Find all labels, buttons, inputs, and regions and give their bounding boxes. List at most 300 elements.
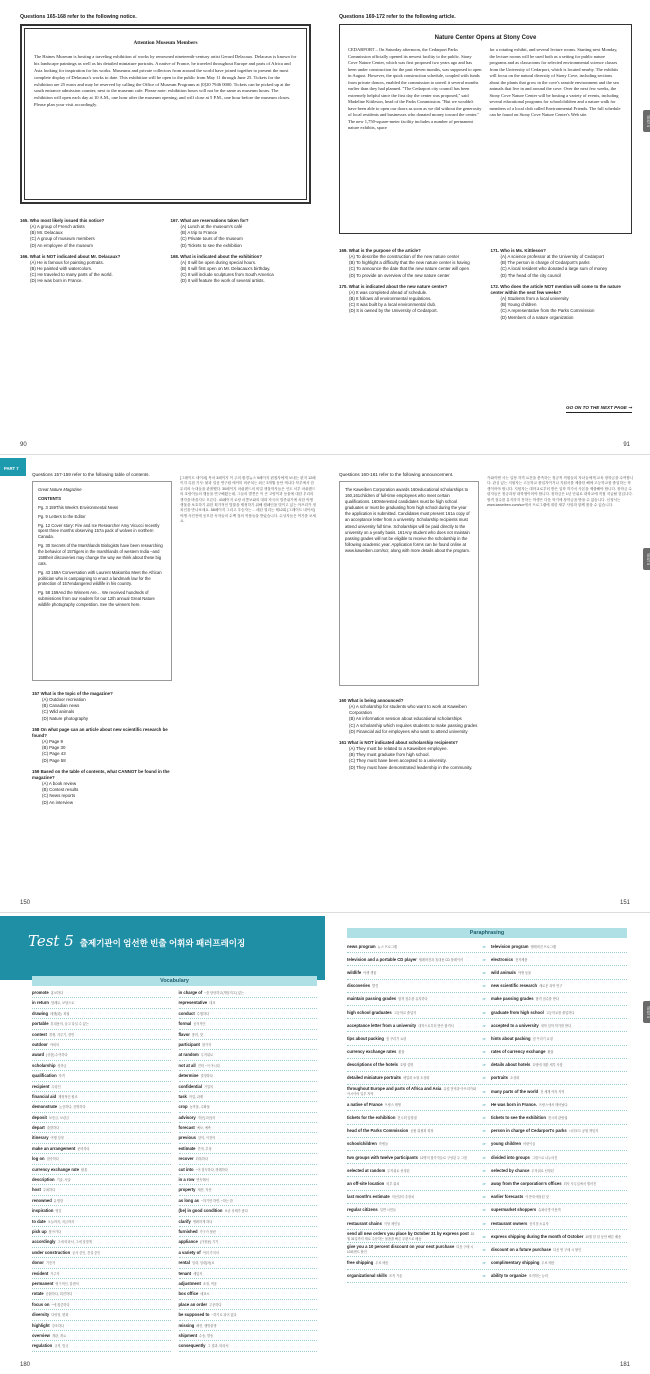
test-title: Test 5 bbox=[28, 932, 74, 950]
vocab-word: as long as bbox=[178, 1197, 199, 1203]
vocab-meaning: 접속하다 bbox=[46, 1157, 59, 1162]
vocab-word: in return bbox=[32, 1000, 49, 1006]
vocab-entry bbox=[32, 1071, 171, 1081]
original-meaning: 발견 bbox=[372, 984, 379, 989]
target-meaning: 고등학교를 졸업하다 bbox=[545, 1010, 575, 1015]
vocab-meaning: 재정적인 원조 bbox=[58, 1094, 78, 1099]
paraphrase-target bbox=[491, 1089, 627, 1094]
announcement-box: The Kaweiben Corporation awards 160educational scholarships to 160,161children of full-time employees who meet certain qualifications. 160Interested candidates must be high school graduates or must be graduating from high school during the year the application is submitted. Candidates must present 161a copy of an acceptance letter from a university. Scholarship recipients must attend university full time. Scholarships will be paid directly to the university on a yearly basis. 161Any student who does not maintain passing grades will not be eligible to receive the scholarship in the following academic year. Application forms can be found online at www.kaweiben.com/scr, along with more details about the program. bbox=[339, 481, 479, 686]
paraphrase-target bbox=[491, 996, 627, 1001]
toc-entry: Pg. 30 Secrets of the Marshlands Biologists have been researching the behavior of 157tigers in the marshlands of western India –and 158their discoveries may change the way we think about these big cats. bbox=[38, 543, 163, 566]
vocab-meaning: 데생(화), 복권 bbox=[50, 1011, 70, 1016]
korean-notes: 카와이벤 사는 일정 자격 요건을 충족하는 정규직 직원들의 자녀들에게 교육 장학금을 수여합니다. 관심 있는 지원자는 고등학교 졸업자이거나 지원서를 제출한 해에 고등학교를 졸업하는 학생이어야 합니다. 지원자는 대학교로부터 받은 입학 허가서 사본을 제출해야 합니다. 장학금 수령자들은 정규과정 대학생이어야 합니다. 장학금은 1년 단위로 대학교에 직접 지급될 것입니다. 합격 점수를 유지하지 못하는 학생은 다음 학기에 장학금을 받을 수 없습니다. 신청서는 www.kaweiben.com/scr에서 프로그램에 대한 세부 사항과 함께 찾을 수 있습니다. bbox=[487, 476, 634, 507]
vocab-entry bbox=[179, 1144, 318, 1154]
vocab-meaning: 매표소 bbox=[200, 1292, 210, 1297]
question-number: 165. bbox=[20, 218, 29, 223]
vocab-meaning: ~에 집중하다 bbox=[51, 1302, 70, 1307]
question-number: 161 bbox=[339, 739, 347, 745]
paraphrase-row bbox=[347, 1138, 627, 1151]
vocab-meaning: 무작위로 bbox=[200, 1053, 214, 1058]
vocab-word: highlight bbox=[32, 1322, 50, 1328]
answer-option: (A) A group of French artists bbox=[30, 224, 85, 230]
question-number: 170. bbox=[339, 283, 348, 289]
question-text: What are reservations taken for? bbox=[180, 218, 249, 223]
question-block bbox=[339, 284, 481, 321]
page-150 bbox=[0, 458, 325, 912]
vocab-entry bbox=[32, 1165, 171, 1175]
vocab-meaning: 다양성, 변화 bbox=[51, 1313, 69, 1318]
answer-option: (B) Contest results bbox=[42, 787, 79, 793]
vocab-word: itinerary bbox=[32, 1135, 49, 1141]
vocab-meaning: 휴대용의, 들고 다닐 수 있는 bbox=[50, 1022, 89, 1027]
vocab-entry bbox=[179, 1123, 318, 1133]
paraphrase-target bbox=[491, 1102, 627, 1107]
vocab-entry bbox=[32, 1321, 171, 1331]
vocab-meaning: 공식적인 bbox=[193, 1022, 206, 1027]
question-grid bbox=[339, 248, 632, 326]
paraphrase-original bbox=[347, 983, 477, 988]
paraphrase-row bbox=[347, 1243, 627, 1256]
title-row bbox=[28, 916, 317, 950]
arrow-right-icon: ⇒ bbox=[482, 1260, 486, 1266]
question-stem bbox=[32, 769, 172, 781]
vocab-meaning: 재산, 자산 bbox=[197, 1188, 212, 1193]
paraphrase-row bbox=[347, 1217, 627, 1230]
vocab-meaning: 공사 중인, 건설 중인 bbox=[72, 1250, 101, 1255]
paraphrase-row bbox=[347, 1059, 627, 1072]
vocab-meaning: ~하기로 되어 있다 bbox=[211, 1313, 237, 1318]
vocab-meaning: 풍미, 맛 bbox=[191, 1032, 203, 1037]
vocab-entry bbox=[179, 1019, 318, 1029]
go-next-label: GO ON TO THE NEXT PAGE bbox=[566, 405, 627, 410]
article-columns bbox=[348, 47, 623, 132]
question-block bbox=[339, 740, 479, 771]
paraphrase-original bbox=[347, 1141, 477, 1146]
vocab-entry bbox=[32, 1269, 171, 1279]
vocab-word: furnished bbox=[178, 1228, 198, 1234]
answer-option: (B) To highlight a difficulty that the new nature center is having bbox=[349, 260, 470, 266]
vocab-entry bbox=[32, 1237, 171, 1247]
original-meaning: 무작위로 선정된 bbox=[387, 1168, 410, 1173]
vocab-word: pick up bbox=[32, 1228, 47, 1234]
vocab-word: a variety of bbox=[178, 1249, 201, 1255]
paraphrase-target bbox=[491, 1181, 627, 1186]
vocab-word: regulation bbox=[32, 1343, 53, 1349]
original-meaning: 뉴스 프로그램 bbox=[377, 944, 397, 949]
vocab-entry bbox=[179, 1217, 318, 1227]
vocab-entry bbox=[179, 1321, 318, 1331]
vocab-meaning: 대표 bbox=[209, 1001, 216, 1006]
paraphrase-target bbox=[491, 1141, 627, 1146]
paraphrase-original bbox=[347, 1168, 477, 1173]
vocab-column-1 bbox=[32, 988, 171, 1352]
question-number: 157 bbox=[32, 691, 40, 696]
vocab-word: deposit bbox=[32, 1114, 47, 1120]
paraphrase-original bbox=[347, 944, 477, 949]
paraphrase-row bbox=[347, 1191, 627, 1204]
paraphrase-original bbox=[347, 970, 477, 975]
target-phrase: complimentary shipping bbox=[491, 1260, 540, 1266]
answer-option: (A) A science professor at the University of Cedarport bbox=[500, 254, 604, 260]
question-text: What is the purpose of the article? bbox=[348, 248, 421, 253]
target-meaning: 전시회 관람권 bbox=[547, 1116, 568, 1121]
question-number: 172. bbox=[490, 283, 500, 289]
questions-heading: Questions 157-159 refer to the following table of contents. bbox=[32, 472, 150, 477]
side-tab: TEST 5 bbox=[643, 548, 650, 570]
answer-option: (B) An information session about educational scholarships bbox=[349, 716, 462, 722]
question-list bbox=[32, 691, 172, 806]
original-phrase: currency exchange rates bbox=[347, 1049, 397, 1055]
question-text: What is NOT indicated about scholarship recipients? bbox=[347, 739, 458, 745]
answer-option: (B) They must graduate from high school. bbox=[349, 752, 430, 758]
vocab-word: drawing bbox=[32, 1010, 49, 1016]
answer-option: (C) Private tours of the museum bbox=[180, 236, 243, 242]
original-meaning: 고등학교 졸업자 bbox=[393, 1010, 417, 1015]
paraphrase-original bbox=[347, 1207, 477, 1212]
question-block bbox=[32, 727, 172, 764]
answer-option: (D) To provide an overview of the new nature center bbox=[349, 272, 450, 278]
paraphrase-row bbox=[347, 1111, 627, 1124]
vocab-word: clarify bbox=[178, 1218, 191, 1224]
answer-option: (D) They must have demonstrated leadership in the community. bbox=[349, 764, 473, 770]
vocab-meaning: 여행 일정 bbox=[50, 1136, 64, 1141]
target-meaning: 프랑스에서 태어났다. bbox=[538, 1102, 569, 1107]
paraphrase-original bbox=[347, 1010, 477, 1015]
paraphrase-target bbox=[491, 957, 627, 962]
target-meaning: 전 세계 여러 지역 bbox=[540, 1089, 565, 1094]
original-meaning: 12명의 참가자들로 구성된 두 그룹 bbox=[419, 1155, 468, 1160]
paraphrase-row bbox=[347, 1006, 627, 1019]
original-meaning: 짐 꾸리기 요령 bbox=[386, 1036, 407, 1041]
part-tab: PART 7 bbox=[0, 458, 26, 476]
vocab-entry bbox=[32, 1019, 171, 1029]
vocab-entry bbox=[179, 1040, 318, 1050]
target-phrase: ability to organize bbox=[491, 1273, 527, 1279]
paraphrase-target bbox=[491, 983, 627, 988]
vocab-word: recipient bbox=[32, 1083, 50, 1089]
vocab-column-2 bbox=[179, 988, 318, 1352]
question-text: On what page can an article about new scientific research be found? bbox=[32, 726, 168, 738]
answer-option: (B) He painted with watercolors. bbox=[30, 266, 93, 272]
vocab-entry bbox=[179, 1185, 318, 1195]
arrow-right-icon: ⇒ bbox=[482, 1075, 486, 1081]
target-meaning: 짐 꾸리기 요령 bbox=[532, 1036, 553, 1041]
paraphrase-target bbox=[491, 1155, 627, 1160]
paraphrase-row bbox=[347, 993, 627, 1006]
question-list bbox=[339, 698, 479, 771]
vocab-word: task bbox=[178, 1093, 187, 1099]
toc-entry: Pg. 12 Cover story: Fire and Ice Researcher Amy Vicucci recently spent three months observing 157a pack of wolves in northern Canada. bbox=[38, 522, 160, 540]
vocab-word: description bbox=[32, 1177, 55, 1183]
paraphrase-row bbox=[347, 1257, 627, 1270]
target-phrase: graduate from high school bbox=[491, 1009, 544, 1015]
vocab-meaning: ~이 잠식하다, 방해하다 bbox=[195, 1167, 228, 1172]
vocab-word: focus on bbox=[32, 1301, 50, 1307]
answer-option: (D) The head of the city council bbox=[500, 272, 562, 278]
vocab-entry bbox=[32, 1289, 171, 1299]
paraphrase-target bbox=[491, 1036, 627, 1041]
vocab-entry bbox=[179, 988, 318, 998]
vocab-word: flavor bbox=[178, 1031, 190, 1037]
question-block bbox=[339, 698, 479, 735]
vocab-entry bbox=[179, 998, 318, 1008]
vocab-meaning: 임대, 임대(차)료 bbox=[191, 1261, 215, 1266]
arrow-right-icon: ⇒ bbox=[482, 1128, 486, 1134]
paraphrase-original bbox=[347, 1036, 477, 1041]
paraphrase-row bbox=[347, 1098, 627, 1111]
vocab-meaning: 경쟁, 겨루기, 경연 bbox=[48, 1032, 75, 1037]
vocab-word: financial aid bbox=[32, 1093, 57, 1099]
answer-option: (A) A book review bbox=[42, 781, 77, 787]
target-phrase: young children bbox=[491, 1141, 522, 1147]
vocab-word: forecast bbox=[178, 1125, 195, 1131]
arrow-right-icon: ⇒ bbox=[482, 1141, 486, 1147]
questions-heading: Questions 160-161 refer to the following announcement. bbox=[339, 472, 454, 477]
vocab-word: representative bbox=[178, 1000, 208, 1006]
vocab-word: in a row bbox=[178, 1177, 195, 1183]
vocab-meaning: 주문하다 bbox=[209, 1302, 222, 1307]
arrow-right-icon: ⇒ bbox=[482, 1022, 486, 1028]
spread-2 bbox=[0, 458, 650, 913]
vocab-meaning: 그에 따라서, 그에 알맞게 bbox=[57, 1240, 92, 1245]
vocab-word: renowned bbox=[32, 1197, 52, 1203]
original-meaning: 식당 체인들 bbox=[383, 1221, 401, 1226]
vocab-entry bbox=[32, 1196, 171, 1206]
vocab-entry bbox=[179, 1082, 318, 1092]
paraphrase-original bbox=[347, 1155, 477, 1160]
answer-option: (B) Page 30 bbox=[42, 745, 66, 751]
vocab-entry bbox=[179, 1113, 318, 1123]
original-phrase: a native of France bbox=[347, 1101, 383, 1107]
target-phrase: He was born in France. bbox=[491, 1101, 537, 1107]
vocab-entry bbox=[179, 1331, 318, 1341]
target-phrase: make passing grades bbox=[491, 996, 534, 1002]
vocab-meaning: 예보, 예측 bbox=[196, 1126, 211, 1131]
vocab-entry bbox=[32, 1102, 171, 1112]
vocab-word: formal bbox=[178, 1021, 192, 1027]
original-phrase: schoolchildren bbox=[347, 1141, 377, 1147]
vocab-word: log on bbox=[32, 1156, 45, 1162]
article-title: Nature Center Opens at Stony Cove bbox=[434, 35, 537, 41]
paraphrase-row bbox=[347, 1230, 627, 1243]
question-column bbox=[339, 472, 479, 776]
paraphrase-target bbox=[491, 1049, 627, 1054]
target-meaning: 음식점 소유자 bbox=[529, 1221, 549, 1226]
vocab-meaning: 강조하다 bbox=[51, 1323, 65, 1328]
original-phrase: throughout Europe and parts of Africa and Asia bbox=[347, 1086, 442, 1092]
paraphrase-original bbox=[347, 1049, 477, 1054]
answer-option: (B) A trip to France bbox=[180, 230, 218, 236]
original-phrase: detailed miniature portraits bbox=[347, 1075, 401, 1081]
original-meaning: 세밀화 소형 초상화 bbox=[402, 1076, 430, 1081]
vocab-word: to date bbox=[32, 1218, 46, 1224]
vocab-entry bbox=[32, 1300, 171, 1310]
notice-title: Attention Museum Members bbox=[133, 40, 198, 46]
question-text: What is being announced? bbox=[347, 698, 404, 703]
vocab-word: missing bbox=[178, 1322, 195, 1328]
vocab-meaning: 논증하다, 증명하다 bbox=[59, 1105, 86, 1110]
answer-option: (A) Lunch at the museum's café bbox=[180, 224, 243, 230]
vocab-meaning: 작업, 과제 bbox=[188, 1094, 203, 1099]
paraphrase-row bbox=[347, 980, 627, 993]
vocab-entry bbox=[179, 1227, 318, 1237]
paraphrase-row bbox=[347, 1270, 627, 1283]
arrow-right-icon: ⇒ bbox=[482, 1207, 486, 1213]
vocab-entry bbox=[32, 1082, 171, 1092]
vocab-entry bbox=[179, 1154, 318, 1164]
paraphrase-row bbox=[347, 953, 627, 966]
paraphrase-row bbox=[347, 1046, 627, 1059]
paraphrase-row bbox=[347, 1204, 627, 1217]
paraphrase-original bbox=[347, 1086, 477, 1096]
paraphrase-target bbox=[491, 1247, 627, 1252]
answer-option: (C) It will include sculptures from South America bbox=[180, 272, 274, 278]
arrow-right-icon: ⇒ bbox=[482, 983, 486, 989]
answer-option: (C) He traveled to many parts of the world. bbox=[30, 272, 113, 278]
vocab-meaning: 유명한 bbox=[53, 1198, 64, 1203]
vocab-entry bbox=[32, 1061, 171, 1071]
vocab-word: depart bbox=[32, 1125, 45, 1131]
question-text: Who is Ms. Kittleson? bbox=[500, 248, 546, 253]
vocab-word: inspiration bbox=[32, 1208, 54, 1214]
vocab-entry bbox=[179, 1269, 318, 1279]
paraphrase-row bbox=[347, 1072, 627, 1085]
original-phrase: high school graduates bbox=[347, 1009, 392, 1015]
original-phrase: last month's estimate bbox=[347, 1194, 390, 1200]
answer-option: (A) To describe the construction of the new nature center bbox=[349, 254, 460, 260]
question-block bbox=[171, 254, 312, 285]
vocab-entry bbox=[179, 1061, 318, 1071]
vocab-entry bbox=[32, 1133, 171, 1143]
question-text: What is indicated about the new nature center? bbox=[348, 283, 448, 289]
paraphrase-row bbox=[347, 1177, 627, 1190]
question-block bbox=[32, 691, 172, 722]
vocab-word: participant bbox=[178, 1041, 200, 1047]
vocab-meaning: 전혀 ~이 아니다 bbox=[197, 1063, 220, 1068]
question-block bbox=[20, 254, 161, 285]
spread-1 bbox=[0, 0, 650, 455]
paraphrase-original bbox=[347, 1221, 477, 1226]
paraphrase-original bbox=[347, 1181, 477, 1186]
paraphrase-row bbox=[347, 1151, 627, 1164]
paraphrase-target bbox=[491, 1168, 627, 1173]
answer-option: (A) He is famous for painting portraits. bbox=[30, 259, 104, 265]
vocab-word: diversity bbox=[32, 1312, 50, 1318]
vocab-meaning: ~을 담당하고(책임지고) 있는 bbox=[204, 991, 244, 995]
question-stem bbox=[32, 727, 172, 739]
vocab-meaning: 수행하다 bbox=[196, 1011, 210, 1016]
arrow-right-icon: ⇒ bbox=[482, 996, 486, 1002]
original-phrase: selected at random bbox=[347, 1167, 386, 1173]
vocab-word: recover bbox=[178, 1156, 194, 1162]
target-phrase: electronics bbox=[491, 956, 514, 962]
target-phrase: hints about packing bbox=[491, 1035, 531, 1041]
vocab-meaning: 농작물, 수확물 bbox=[189, 1105, 210, 1110]
vocab-entry bbox=[179, 1258, 318, 1268]
toc-entry: CONTENTS bbox=[38, 495, 62, 501]
target-meaning: 전자제품 bbox=[515, 957, 528, 962]
target-meaning: 시더포트 공원 책임자 bbox=[568, 1129, 599, 1134]
page-number: 180 bbox=[20, 1362, 31, 1368]
vocab-meaning: 영감 bbox=[55, 1209, 62, 1214]
original-phrase: tickets for the exhibition bbox=[347, 1115, 396, 1121]
vocab-entry bbox=[179, 1289, 318, 1299]
vocab-word: rental bbox=[178, 1260, 190, 1266]
vocab-word: make an arrangement bbox=[32, 1145, 76, 1151]
vocab-meaning: 개관, 개요 bbox=[51, 1333, 67, 1338]
answer-option: (B) The person in charge of Cedarport's parks bbox=[500, 260, 590, 266]
vocab-entry bbox=[179, 1300, 318, 1310]
vocab-word: be supposed to bbox=[178, 1312, 210, 1318]
page-181 bbox=[325, 916, 650, 1374]
paraphrase-row bbox=[347, 940, 627, 953]
vocab-meaning: 기술, 서술 bbox=[56, 1178, 71, 1183]
vocab-word: in charge of bbox=[178, 990, 203, 995]
paraphrase-row bbox=[347, 1085, 627, 1098]
answer-option: (B) Young children bbox=[500, 302, 537, 308]
korean-title: 출제기관이 엄선한 빈출 어휘와 패러프레이징 bbox=[79, 938, 246, 948]
paraphrase-original bbox=[347, 1023, 477, 1028]
target-meaning: 텔레비전 프로그램 bbox=[530, 944, 556, 949]
question-text: What is the topic of the magazine? bbox=[40, 691, 113, 696]
paraphrase-row bbox=[347, 1125, 627, 1138]
answer-option: (A) Page 9 bbox=[42, 739, 63, 745]
arrow-right-icon: ⇒ bbox=[482, 1194, 486, 1200]
paraphrase-original bbox=[347, 1075, 477, 1080]
paraphrase-row bbox=[347, 1164, 627, 1177]
target-phrase: divided into groups bbox=[491, 1154, 530, 1160]
vocab-meaning: 명확하게 하다 bbox=[192, 1219, 213, 1224]
vocab-meaning: 가구가 딸린 bbox=[199, 1229, 216, 1234]
answer-option: (C) A representative from the Parks Commission bbox=[500, 308, 595, 314]
original-phrase: give you a 10 percent discount on your next purchase bbox=[347, 1244, 455, 1250]
answer-option: (B) It follows all environmental regulations. bbox=[349, 296, 432, 302]
arrow-right-icon: ⇒ bbox=[482, 1154, 486, 1160]
question-number: 171. bbox=[490, 248, 500, 253]
answer-option: (B) Canadian news bbox=[42, 703, 80, 709]
vocab-meaning: 앞의, 이전의 bbox=[197, 1136, 216, 1141]
answer-option: (D) Tickets to see the exhibition bbox=[180, 242, 242, 248]
paraphrase-row bbox=[347, 1019, 627, 1032]
arrow-right-icon: ⇒ bbox=[482, 1233, 486, 1239]
target-phrase: accepted to a university bbox=[491, 1022, 539, 1028]
original-phrase: wildlife bbox=[347, 969, 362, 975]
target-phrase: away from the corporation's offices bbox=[491, 1180, 562, 1186]
answer-option: (C) A scholarship which requires students to make passing grades bbox=[349, 722, 478, 728]
arrow-right-icon: ⇒ bbox=[482, 1088, 486, 1094]
vocab-entry bbox=[179, 1248, 318, 1258]
original-meaning: 조직 기술 bbox=[389, 1274, 403, 1279]
vocab-word: under construction bbox=[32, 1249, 71, 1255]
vocab-meaning: 견적, 추정 bbox=[197, 1146, 212, 1151]
original-phrase: regular citizens bbox=[347, 1207, 378, 1213]
vocab-word: property bbox=[178, 1187, 196, 1193]
paraphrase-target bbox=[491, 1075, 627, 1080]
vocab-meaning: 보증금, 보관금 bbox=[48, 1115, 70, 1120]
target-phrase: discount on a future purchase bbox=[491, 1246, 552, 1252]
answer-option: (C) It was built by a local environmental club. bbox=[349, 302, 437, 308]
vocab-word: determine bbox=[178, 1073, 199, 1079]
vocab-entry bbox=[179, 1196, 318, 1206]
target-meaning: 회사 사무실에서 떨어진 bbox=[563, 1181, 597, 1186]
answer-option: (D) An employee of the museum bbox=[30, 242, 93, 248]
target-phrase: person in charge of Cedarport's parks bbox=[491, 1128, 567, 1134]
vocab-entry bbox=[179, 1165, 318, 1175]
vocab-entry bbox=[179, 1206, 318, 1216]
questions-heading: Questions 169-172 refer to the following article. bbox=[339, 14, 456, 20]
vocab-meaning: 보존 상태가 좋다 bbox=[224, 1209, 248, 1214]
original-meaning: 텔레비전과 휴대용 CD 플레이어 bbox=[418, 957, 464, 962]
